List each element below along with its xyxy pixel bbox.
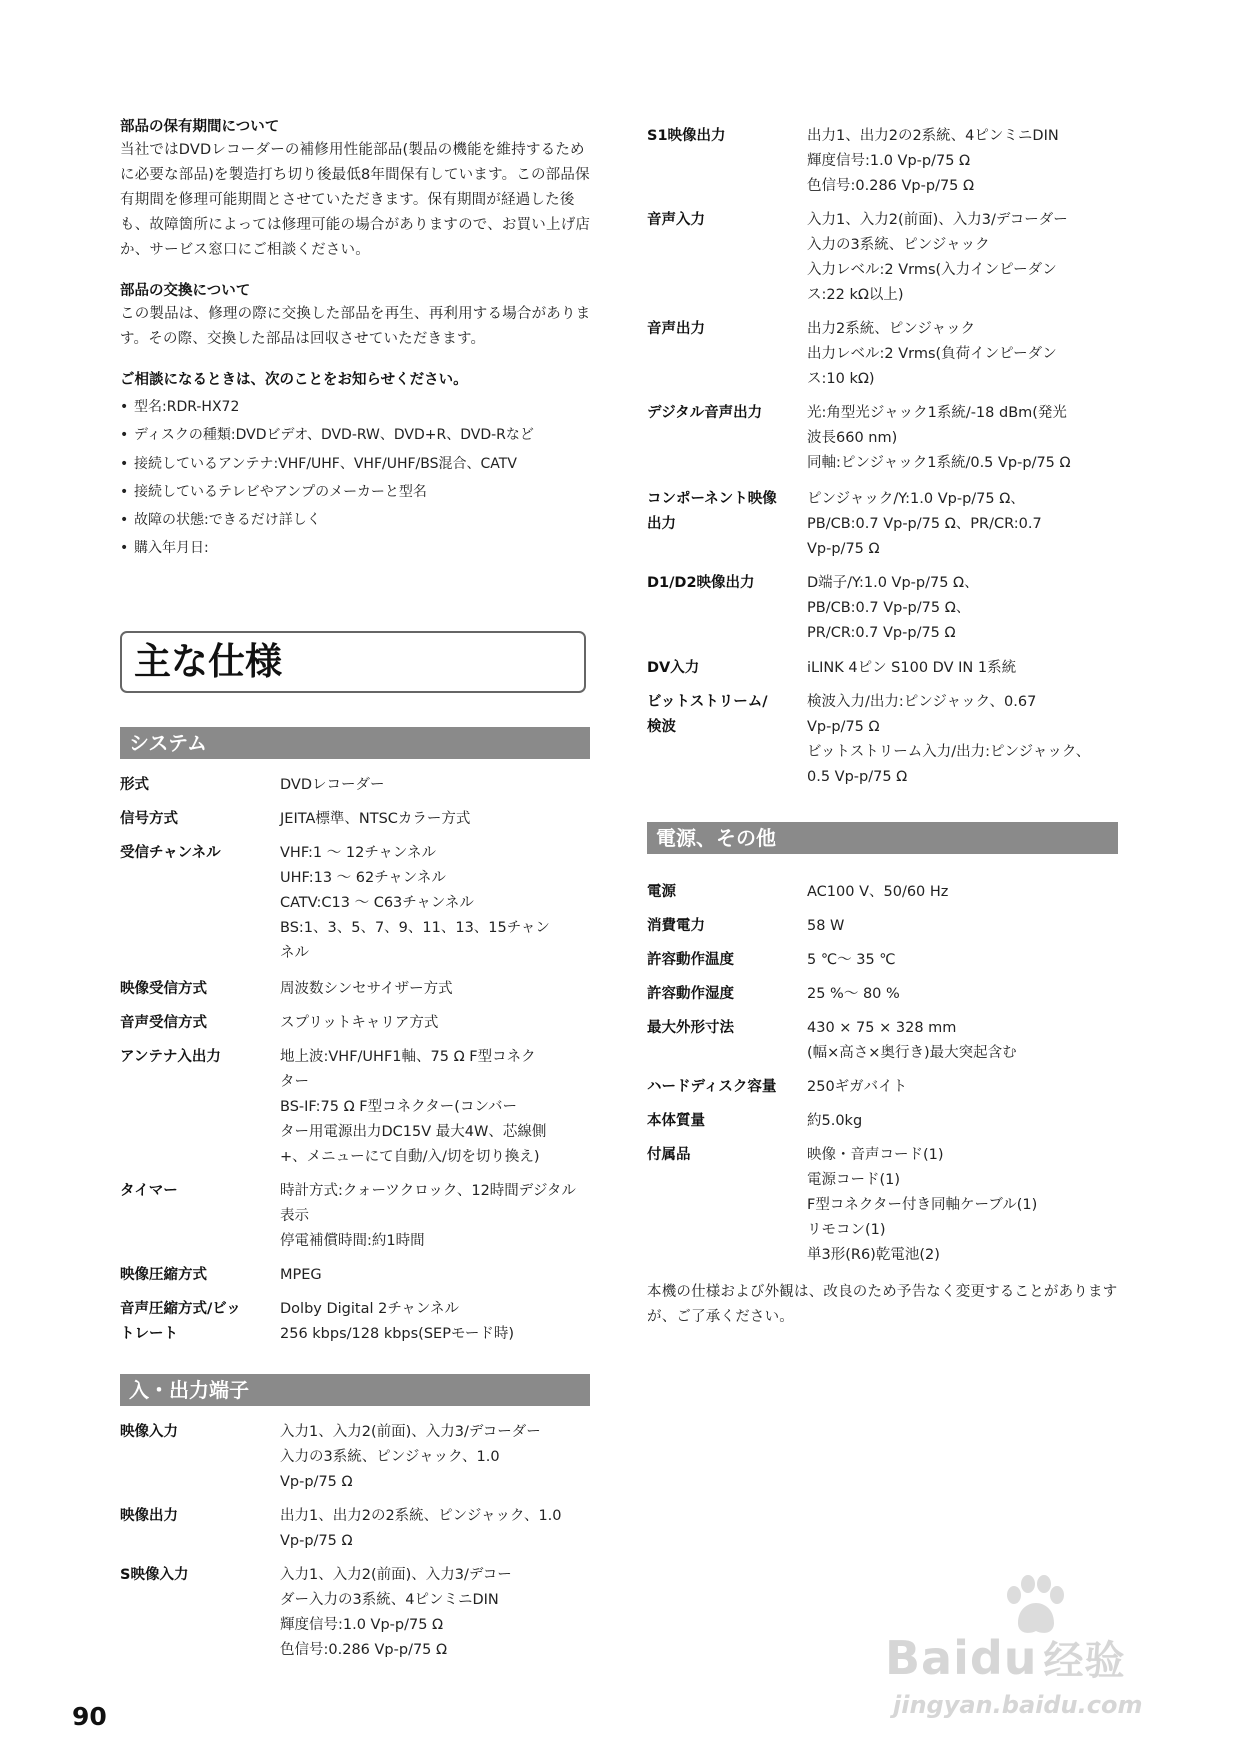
page-number: 90 <box>72 1702 107 1731</box>
spec-label: S1映像出力 <box>647 128 726 144</box>
spec-label: コンポーネント映像 出力 <box>647 491 777 532</box>
spec-footnote: 本機の仕様および外観は、改良のため予告なく変更することがありますが、ご了承ください。 <box>647 1284 1118 1325</box>
spec-label: 映像圧縮方式 <box>120 1267 207 1283</box>
spec-value: ピンジャック/Y:1.0 Vp-p/75 Ω、 PB/CB:0.7 Vp-p/75 Ω、PR/CR:0.7 Vp-p/75 Ω <box>807 491 1042 557</box>
exchange-title: 部品の交換について <box>120 283 251 299</box>
spec-label: ビットストリーム/ 検波 <box>647 694 768 735</box>
spec-value: DVDレコーダー <box>280 777 385 793</box>
spec-value: 入力1、入力2(前面)、入力3/デコー ダー入力の3系統、4ピンミニDIN 輝度信号:1.0 Vp-p/75 Ω 色信号:0.286 Vp-p/75 Ω <box>280 1567 512 1658</box>
spec-value: 25 %〜 80 % <box>807 986 900 1002</box>
spec-value: 映像・音声コード(1) 電源コード(1) F型コネクター付き同軸ケーブル(1) リモコン(1) 単3形(R6)乾電池(2) <box>807 1147 1038 1263</box>
list-item: • ディスクの種類:DVDビデオ、DVD-RW、DVD+R、DVD-Rなど <box>120 421 534 449</box>
spec-label: 消費電力 <box>647 918 705 934</box>
spec-value: JEITA標準、NTSCカラー方式 <box>280 811 471 827</box>
consult-list <box>120 393 534 563</box>
spec-value: 時計方式:クォーツクロック、12時間デジタル 表示 停電補償時間:約1時間 <box>280 1183 576 1249</box>
spec-label: 電源 <box>647 884 676 900</box>
spec-label: 映像出力 <box>120 1508 178 1524</box>
spec-value: 光:角型光ジャック1系統/-18 dBm(発光 波長660 nm) 同軸:ピンジャック1系統/0.5 Vp-p/75 Ω <box>807 405 1071 471</box>
page-title: 主な仕様 <box>134 640 282 683</box>
spec-label: 形式 <box>120 777 149 793</box>
spec-value: Dolby Digital 2チャンネル 256 kbps/128 kbps(SEPモード時) <box>280 1301 515 1342</box>
spec-value: 地上波:VHF/UHF1軸、75 Ω F型コネク ター BS-IF:75 Ω F型コネクター(コンバー ター用電源出力DC15V 最大4W、芯線側 +、メニューにて自動/入/切を切り換え) <box>280 1049 547 1165</box>
spec-value: スプリットキャリア方式 <box>280 1015 439 1031</box>
spec-label: デジタル音声出力 <box>647 405 763 421</box>
list-item: • 接続しているアンテナ:VHF/UHF、VHF/UHF/BS混合、CATV <box>120 450 534 478</box>
spec-value: 出力1、出力2の2系統、ピンジャック、1.0 Vp-p/75 Ω <box>280 1508 562 1549</box>
spec-value: iLINK 4ピン S100 DV IN 1系統 <box>807 660 1017 676</box>
spec-value: 検波入力/出力:ピンジャック、0.67 Vp-p/75 Ω ビットストリーム入力/出力:ピンジャック、 0.5 Vp-p/75 Ω <box>807 694 1091 785</box>
spec-label: 音声出力 <box>647 321 705 337</box>
spec-value: 出力2系統、ピンジャック 出力レベル:2 Vrms(負荷インピーダン ス:10 kΩ) <box>807 321 1057 387</box>
spec-label: 最大外形寸法 <box>647 1020 734 1036</box>
watermark-brand: Baidu <box>885 1631 1038 1685</box>
spec-value: 430 × 75 × 328 mm (幅×高さ×奥行き)最大突起含む <box>807 1020 1017 1061</box>
spec-value: VHF:1 〜 12チャンネル UHF:13 〜 62チャンネル CATV:C13 〜 C63チャンネル BS:1、3、5、7、9、11、13、15チャン ネル <box>280 845 550 961</box>
spec-value: 約5.0kg <box>807 1113 863 1129</box>
spec-value: MPEG <box>280 1267 322 1283</box>
watermark-brand-cn: 经验 <box>1043 1638 1126 1684</box>
list-item: • 購入年月日: <box>120 534 534 562</box>
spec-label: 音声入力 <box>647 212 705 228</box>
spec-value: 周波数シンセサイザー方式 <box>280 981 453 997</box>
list-item: • 型名:RDR-HX72 <box>120 393 534 421</box>
exchange-body: この製品は、修理の際に交換した部品を再生、再利用する場合があります。その際、交換した部品は回収させていただきます。 <box>120 306 591 347</box>
spec-label: 本体質量 <box>647 1113 705 1129</box>
spec-label: アンテナ入出力 <box>120 1049 221 1065</box>
consult-title: ご相談になるときは、次のことをお知らせください。 <box>120 372 468 388</box>
list-item: • 故障の状態:できるだけ詳しく <box>120 506 534 534</box>
spec-label: S映像入力 <box>120 1567 189 1583</box>
list-item: • 接続しているテレビやアンプのメーカーと型名 <box>120 478 534 506</box>
spec-value: 250ギガバイト <box>807 1079 908 1095</box>
spec-label: 映像入力 <box>120 1424 178 1440</box>
spec-label: 受信チャンネル <box>120 845 221 861</box>
spec-value: 入力1、入力2(前面)、入力3/デコーダー 入力の3系統、ピンジャック、1.0 Vp-p/75 Ω <box>280 1424 541 1490</box>
spec-label: 音声受信方式 <box>120 1015 207 1031</box>
section-header-power: 電源、その他 <box>647 822 1118 854</box>
spec-label: 音声圧縮方式/ビッ トレート <box>120 1301 241 1342</box>
retention-title: 部品の保有期間について <box>120 119 280 135</box>
spec-label: D1/D2映像出力 <box>647 575 755 591</box>
spec-value: 5 ℃〜 35 ℃ <box>807 952 896 968</box>
spec-label: 許容動作湿度 <box>647 986 734 1002</box>
spec-label: タイマー <box>120 1183 178 1199</box>
spec-label: 映像受信方式 <box>120 981 207 997</box>
baidu-watermark <box>885 1575 1185 1725</box>
spec-value: 出力1、出力2の2系統、4ピンミニDIN 輝度信号:1.0 Vp-p/75 Ω 色信号:0.286 Vp-p/75 Ω <box>807 128 1059 194</box>
spec-value: AC100 V、50/60 Hz <box>807 884 949 900</box>
spec-label: 信号方式 <box>120 811 178 827</box>
spec-label: DV入力 <box>647 660 700 676</box>
watermark-url: jingyan.baidu.com <box>893 1691 1143 1719</box>
spec-value: 58 W <box>807 918 845 934</box>
spec-label: ハードディスク容量 <box>647 1079 777 1095</box>
main-heading-box <box>120 631 586 693</box>
spec-value: 入力1、入力2(前面)、入力3/デコーダー 入力の3系統、ピンジャック 入力レベル:2 Vrms(入力インピーダン ス:22 kΩ以上) <box>807 212 1068 303</box>
section-header-system: システム <box>120 727 590 759</box>
spec-label: 許容動作温度 <box>647 952 734 968</box>
section-header-io: 入・出力端子 <box>120 1374 590 1406</box>
spec-label: 付属品 <box>647 1147 691 1163</box>
retention-body: 当社ではDVDレコーダーの補修用性能部品(製品の機能を維持するために必要な部品)を製造打ち切り後最低8年間保有しています。この部品保有期間を修理可能期間とさせていただきます。保有期間が経過した後も、故障箇所によっては修理可能の場合がありますので、お買い上げ店か、サービス窓口にご相談ください。 <box>120 142 591 258</box>
spec-value: D端子/Y:1.0 Vp-p/75 Ω、 PB/CB:0.7 Vp-p/75 Ω、 PR/CR:0.7 Vp-p/75 Ω <box>807 575 979 641</box>
